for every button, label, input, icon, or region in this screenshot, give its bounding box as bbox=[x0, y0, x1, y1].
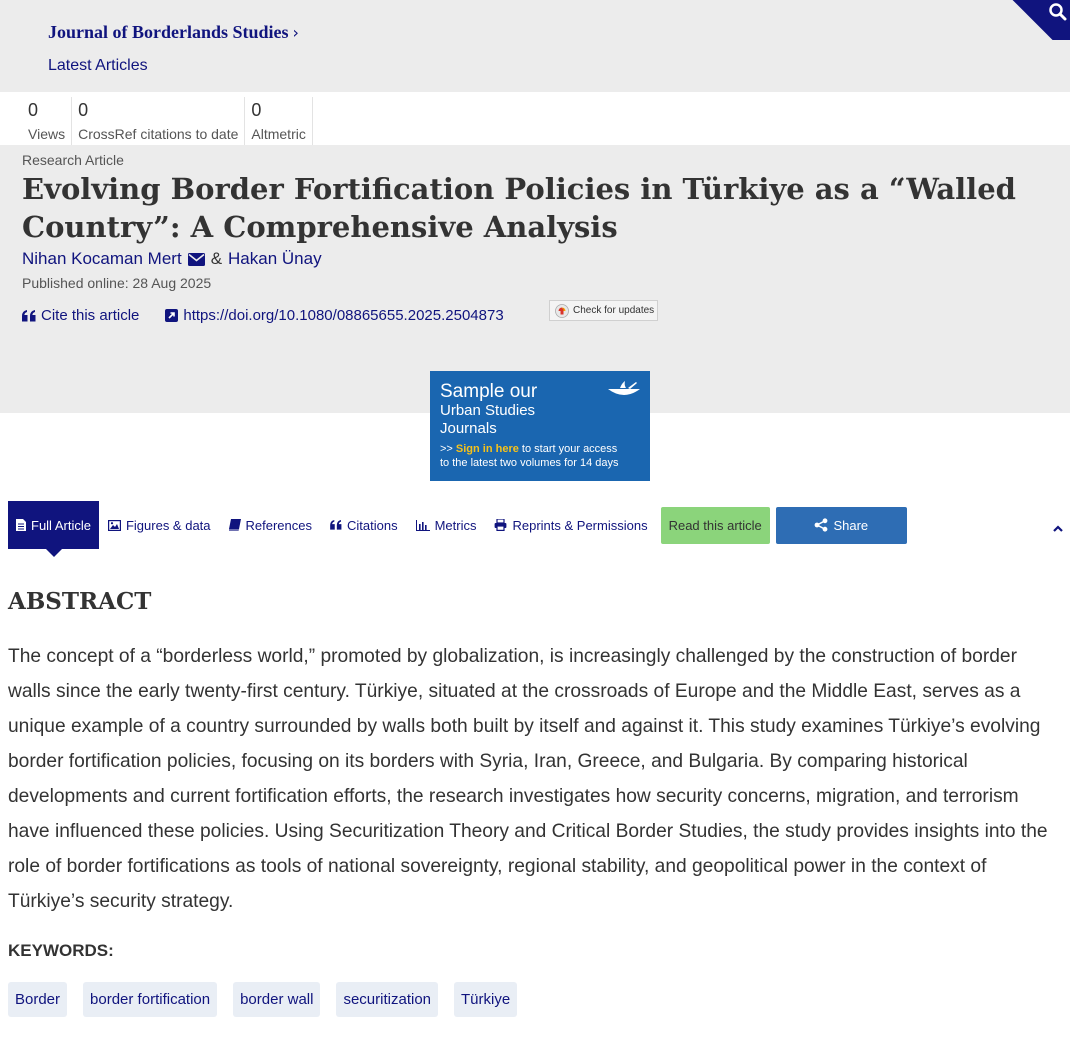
tab-references[interactable] bbox=[220, 501, 321, 549]
share-label: Share bbox=[833, 517, 869, 533]
promo-cta bbox=[440, 442, 640, 470]
abstract-text: The concept of a “borderless world,” promoted by globalization, is increasingly challenged by the construction of border walls since the early twenty-first century. Türkiye, situated at the crossroads of Europe and the Middle East, serves as a unique example of a country surrounded by walls both built by itself and against it. This study examines Türkiye’s evolving border fortification policies, focusing on its borders with Syria, Iran, Greece, and Bulgaria. By comparing historical developments and current fortification efforts, the research investigates how security concerns, migration, and terrorism have influenced these policies. Using Securitization Theory and Critical Border Studies, the study provides insights into the role of border fortifications as tools of national sovereignty, regional stability, and geopolitical power in the context of Türkiye’s security strategy. bbox=[8, 646, 1048, 912]
bar-chart-icon bbox=[416, 520, 430, 531]
journal-title-link[interactable] bbox=[48, 22, 299, 43]
quote-icon bbox=[330, 520, 342, 530]
tab-label: Metrics bbox=[434, 517, 477, 533]
quote-icon bbox=[22, 310, 36, 322]
metric-label: CrossRef citations to date bbox=[78, 126, 239, 142]
crossmark-icon bbox=[555, 304, 569, 318]
cite-this-article-link[interactable] bbox=[22, 307, 139, 324]
metric-crossref bbox=[72, 97, 245, 145]
journal-title-text: Journal of Borderlands Studies bbox=[48, 22, 289, 42]
metric-label: Views bbox=[28, 126, 66, 142]
metric-views bbox=[22, 97, 72, 145]
promo-prefix: >> bbox=[440, 443, 456, 455]
tab-full-article[interactable] bbox=[8, 501, 99, 549]
article-tabs bbox=[8, 501, 907, 549]
tab-figures-data[interactable] bbox=[99, 501, 220, 549]
author-link[interactable]: Hakan Ünay bbox=[228, 249, 322, 268]
tab-reprints-permissions[interactable] bbox=[485, 501, 656, 549]
author-list bbox=[22, 249, 322, 269]
tab-label: Reprints & Permissions bbox=[512, 517, 648, 533]
share-button[interactable] bbox=[776, 507, 907, 544]
doi-text: https://doi.org/10.1080/08865655.2025.2504873 bbox=[183, 307, 504, 324]
promo-line-3: Journals bbox=[440, 420, 497, 437]
keyword-tag[interactable]: Border bbox=[8, 982, 67, 1017]
promo-line-2: Urban Studies bbox=[440, 402, 536, 419]
promo-text: to the latest two volumes for 14 days bbox=[440, 457, 619, 469]
lamp-icon bbox=[606, 379, 642, 401]
cite-label: Cite this article bbox=[41, 307, 140, 324]
article-title: Evolving Border Fortification Policies in Türkiye as a “Walled Country”: A Comprehensive Analysis bbox=[22, 172, 1016, 244]
article-metrics bbox=[22, 97, 313, 145]
metric-value: 0 bbox=[251, 100, 262, 120]
keyword-tag[interactable]: border fortification bbox=[83, 982, 217, 1017]
promo-text: to start your access bbox=[518, 443, 618, 455]
journal-header bbox=[0, 0, 1070, 92]
metric-value: 0 bbox=[78, 100, 89, 120]
keyword-list bbox=[8, 982, 517, 1017]
printer-icon bbox=[494, 519, 507, 531]
abstract-heading: ABSTRACT bbox=[8, 588, 152, 615]
image-icon bbox=[108, 520, 121, 531]
latest-articles-link[interactable]: Latest Articles bbox=[48, 57, 148, 74]
tab-label: Full Article bbox=[31, 517, 91, 533]
document-icon bbox=[16, 519, 26, 531]
chevron-up-icon[interactable] bbox=[1052, 524, 1064, 534]
metric-value: 0 bbox=[28, 100, 39, 120]
search-icon bbox=[1048, 2, 1068, 22]
chevron-right-icon: › bbox=[292, 23, 299, 42]
promo-line-1: Sample our bbox=[440, 381, 538, 402]
share-icon bbox=[814, 518, 828, 532]
check-updates-label: Check for updates bbox=[573, 305, 655, 316]
doi-link[interactable] bbox=[165, 307, 503, 324]
citation-row bbox=[22, 307, 530, 324]
article-type: Research Article bbox=[22, 152, 124, 168]
tab-label: Figures & data bbox=[125, 517, 211, 533]
keyword-tag[interactable]: securitization bbox=[336, 982, 438, 1017]
check-for-updates-button[interactable] bbox=[549, 300, 658, 321]
keywords-heading: KEYWORDS: bbox=[8, 941, 114, 960]
published-date: Published online: 28 Aug 2025 bbox=[22, 275, 212, 291]
promo-sign-in-link[interactable]: Sign in here bbox=[455, 443, 519, 455]
keyword-tag[interactable]: Türkiye bbox=[454, 982, 517, 1017]
book-icon bbox=[229, 519, 241, 531]
read-this-article-button[interactable]: Read this article bbox=[661, 507, 770, 544]
promo-banner[interactable] bbox=[430, 371, 650, 481]
keyword-tag[interactable]: border wall bbox=[233, 982, 320, 1017]
metric-altmetric[interactable] bbox=[245, 97, 312, 145]
metric-label: Altmetric bbox=[251, 126, 306, 142]
tab-label: References bbox=[245, 517, 312, 533]
tab-label: Citations bbox=[347, 517, 398, 533]
tab-citations[interactable] bbox=[321, 501, 407, 549]
author-separator: & bbox=[210, 249, 223, 268]
author-link[interactable]: Nihan Kocaman Mert bbox=[22, 249, 182, 268]
external-link-icon bbox=[165, 309, 178, 322]
tab-metrics[interactable] bbox=[407, 501, 486, 549]
search-button[interactable] bbox=[1000, 0, 1070, 40]
envelope-icon[interactable] bbox=[188, 253, 205, 266]
